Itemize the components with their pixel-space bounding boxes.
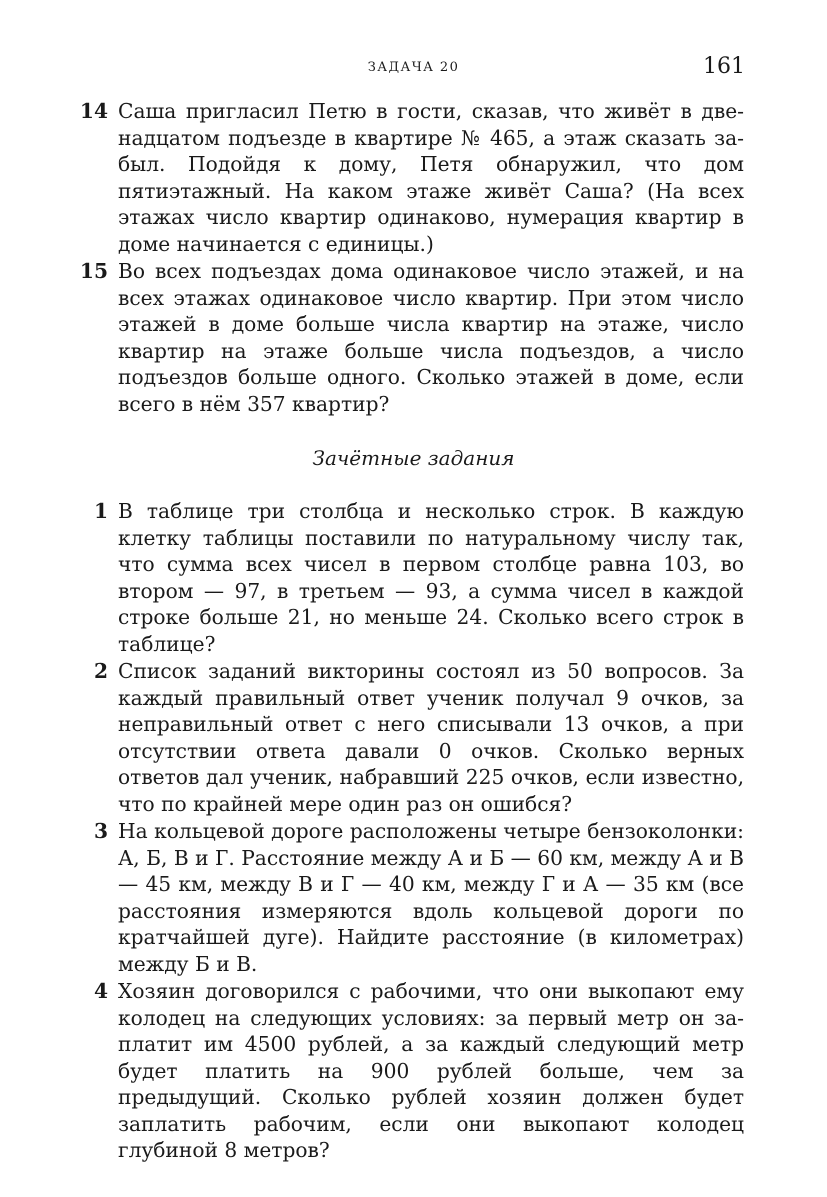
problem-2	[93, 658, 744, 817]
problem-text: Хозяин договорился с рабочими, что они выкопают ему колодец на следующих условиях: за первый метр он заплатит им 4500 рублей, а за каждый следующий метр будет платить на 900 рублей больше, чем за предыдущий. Сколько рублей хозяин должен будет заплатить рабочим, если они выкопают колодец глубиной 8 метров?	[118, 979, 744, 1162]
problem-number: 3	[93, 819, 108, 843]
page-number: 161	[703, 54, 745, 79]
problem-number: 15	[79, 259, 108, 283]
running-head	[0, 56, 827, 80]
graded-problems	[0, 498, 827, 1164]
problem-text: На кольцевой дороге расположены четыре бензоколонки: А, Б, В и Г. Расстояние между А и Б — 60 км, между А и В — 45 км, между В и Г — 40 км, между Г и А — 35 км (все расстояния измеряются вдоль кольцевой дороги по кратчайшей дуге). Найдите расстояние (в километрах) между Б и В.	[118, 819, 744, 976]
problem-text: Саша пригласил Петю в гости, сказав, что живёт в двенадцатом подъезде в квартире № 465, а этаж сказать забыл. Подойдя к дому, Петя обнаружил, что дом пятиэтажный. На каком этаже живёт Саша? (На всех этажах число квартир одинаково, нумерация квартир в доме начинается с единицы.)	[118, 99, 744, 256]
problem-text: Список заданий викторины состоял из 50 вопросов. За каждый правильный ответ ученик получал 9 очков, за неправильный ответ с него списывали 13 очков, а при отсутствии ответа давали 0 очков. Сколько верных ответов дал ученик, набравший 225 очков, если известно, что по крайней мере один раз он ошибся?	[118, 659, 744, 816]
running-head-title: ЗАДАЧА 20	[367, 60, 460, 75]
problem-text: В таблице три столбца и несколько строк. В каждую клетку таблицы поставили по натуральному числу так, что сумма всех чисел в первом столбце равна 103, во втором — 97, в третьем — 93, а сумма чисел в каждой строке больше 21, но меньше 24. Сколько всего строк в таблице?	[118, 499, 744, 656]
problem-text: Во всех подъездах дома одинаковое число этажей, и на всех этажах одинаковое число квартир. При этом число этажей в доме больше числа квартир на этаже, число квартир на этаже больше числа подъездов, а число подъездов больше одного. Сколько этажей в доме, если всего в нём 357 квартир?	[118, 259, 744, 416]
problem-number: 14	[79, 99, 108, 123]
problem-number: 1	[93, 499, 108, 523]
page-body	[0, 98, 827, 1164]
problem-15	[79, 258, 744, 417]
problem-4	[93, 978, 744, 1164]
problem-14	[79, 98, 744, 257]
problem-number: 4	[93, 979, 108, 1003]
problem-number: 2	[93, 659, 108, 683]
problem-3	[93, 818, 744, 977]
problem-1	[93, 498, 744, 657]
section-title: Зачётные задания	[312, 446, 515, 470]
